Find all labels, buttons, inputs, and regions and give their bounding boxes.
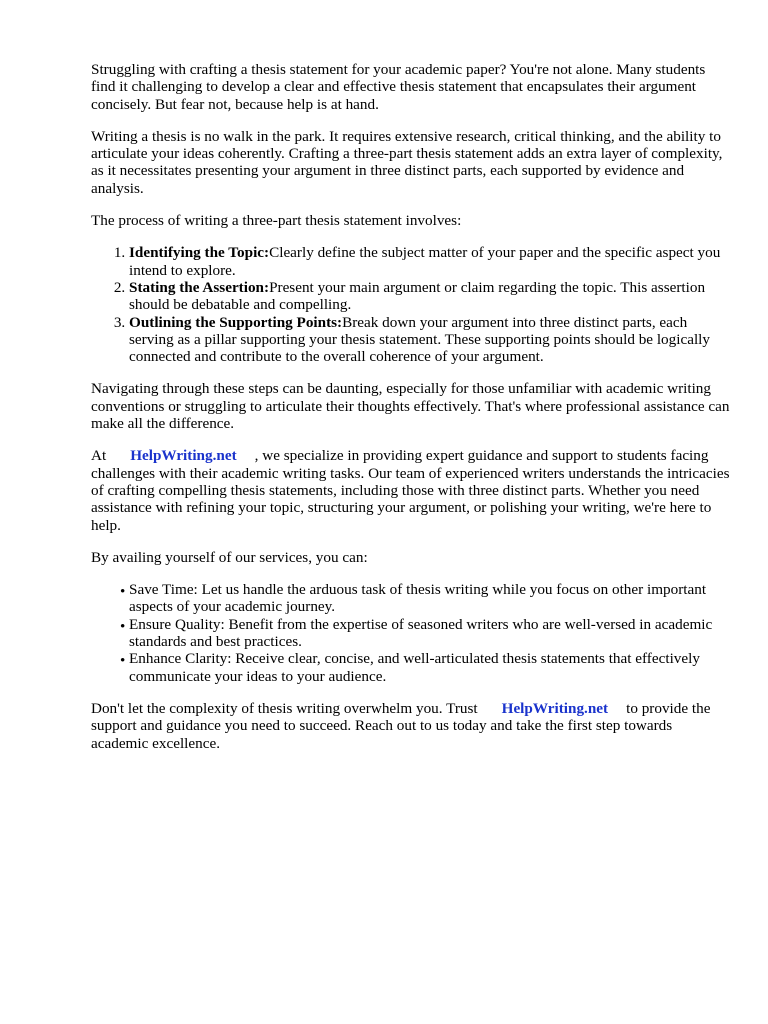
closing-paragraph [91,700,731,752]
bullet-icon: • [120,652,126,670]
list-item [120,615,731,651]
document-page [91,61,731,767]
helpwriting-link[interactable]: HelpWriting.net [501,699,609,717]
step-term: Stating the Assertion: [129,278,270,296]
process-intro-paragraph: The process of writing a three-part thesis statement involves: [91,212,462,230]
benefit-text: Save Time: Let us handle the arduous task of thesis writing while you focus on other important aspects of your academic journey. [129,581,707,616]
step-term: Outlining the Supporting Points: [129,313,343,331]
step-text: Break down your argument into three distinct parts, each serving as a pillar supporting your thesis statement. These supporting points should be logically connected and contribute to the overall coherence of your argument. [129,313,710,366]
bullet-icon: • [120,583,126,601]
step-term: Identifying the Topic: [129,244,270,262]
benefit-text: Ensure Quality: Benefit from the expertise of seasoned writers who are well-versed in academic standards and best practices. [129,615,713,651]
service-lead-text: At [91,447,107,465]
intro-paragraph: Struggling with crafting a thesis statement for your academic paper? You're not alone. Many students find it challenging to develop a clear and effective thesis statement that encapsulates their argument concisely. But fear not, because help is at hand. [91,61,706,113]
step-text: Present your main argument or claim regarding the topic. This assertion should be debatable and compelling. [129,278,706,314]
list-item [120,650,731,685]
service-body-text: , we specialize in providing expert guidance and support to students facing challenges with their academic writing tasks. Our team of experienced writers understands the intricacies of crafting compelling thesis statements, including those with three distinct parts. Whether you need assistance with refining your topic, structuring your argument, or polishing your writing, we're here to help. [91,447,730,534]
service-paragraph [91,447,731,533]
list-item [129,314,731,366]
step-text: Clearly define the subject matter of your paper and the specific aspect you intend to explore. [129,244,721,279]
list-item [129,279,731,314]
navigation-paragraph: Navigating through these steps can be daunting, especially for those unfamiliar with academic writing conventions or struggling to articulate their thoughts effectively. That's where professional assistance can make all the difference. [91,380,730,433]
steps-list [91,244,731,365]
benefit-text: Enhance Clarity: Receive clear, concise, and well-articulated thesis statements that effectively communicate your ideas to your audience. [129,650,700,685]
list-item [129,244,731,279]
closing-lead-text: Don't let the complexity of thesis writing overwhelm you. Trust [91,699,478,717]
benefits-intro-paragraph: By availing yourself of our services, you can: [91,548,368,566]
closing-body-text: to provide the support and guidance you need to succeed. Reach out to us today and take the first step towards academic excellence. [91,699,711,752]
benefits-list [91,581,731,685]
helpwriting-link[interactable]: HelpWriting.net [130,447,237,465]
challenge-paragraph: Writing a thesis is no walk in the park. It requires extensive research, critical thinking, and the ability to articulate your ideas coherently. Crafting a three-part thesis statement adds an extra layer of complexity, as it necessitates presenting your argument in three distinct parts, each supported by evidence and analysis. [91,127,723,197]
bullet-icon: • [120,617,126,635]
list-item [120,581,731,616]
